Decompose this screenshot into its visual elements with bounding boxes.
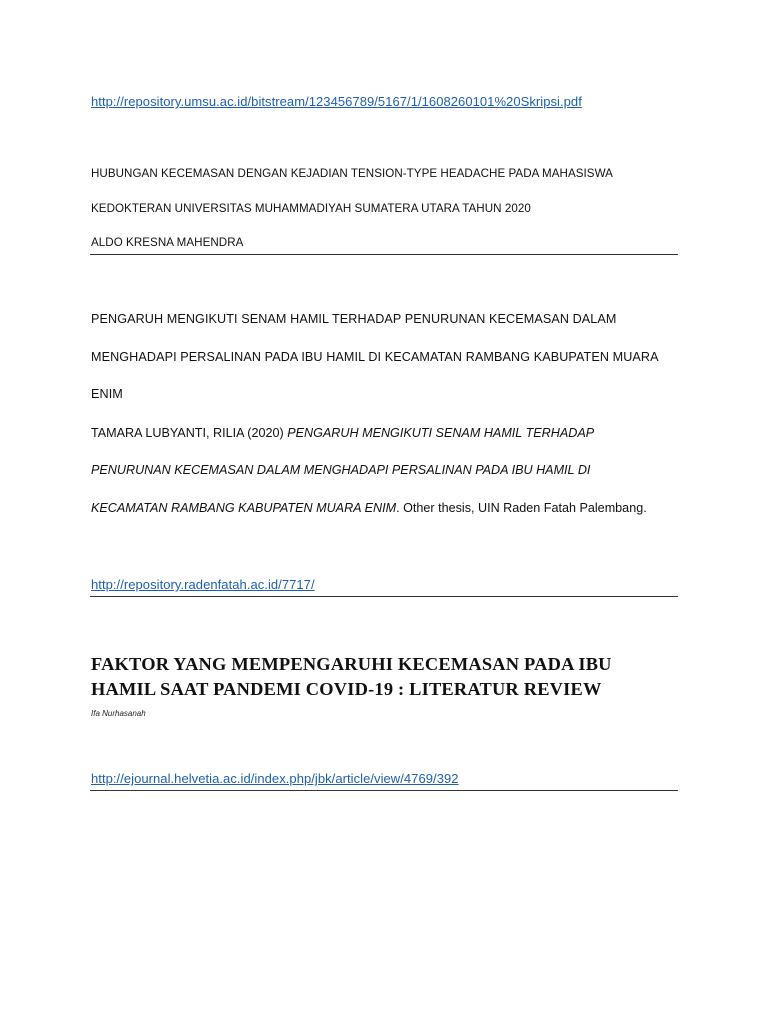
citation-title-part-2: PENURUNAN KECEMASAN DALAM MENGHADAPI PERSALINAN PADA IBU HAMIL DI: [91, 463, 591, 477]
umsu-repository-link[interactable]: http://repository.umsu.ac.id/bitstream/123456789/5167/1/1608260101%20Skripsi.pdf: [91, 94, 582, 109]
section-divider: [90, 790, 678, 791]
radenfatah-repository-link[interactable]: http://repository.radenfatah.ac.id/7717/: [91, 577, 315, 592]
citation-title-part-3: KECAMATAN RAMBANG KABUPATEN MUARA ENIM: [91, 501, 397, 515]
citation-title-part-1: PENGARUH MENGIKUTI SENAM HAMIL TERHADAP: [287, 426, 595, 440]
citation-suffix: . Other thesis, UIN Raden Fatah Palembang.: [396, 501, 647, 515]
citation-line-1: [91, 426, 594, 440]
review-author: Ifa Nurhasanah: [91, 709, 146, 718]
thesis-title-line-2: KEDOKTERAN UNIVERSITAS MUHAMMADIYAH SUMATERA UTARA TAHUN 2020: [91, 202, 531, 215]
senam-title-line-2: MENGHADAPI PERSALINAN PADA IBU HAMIL DI KECAMATAN RAMBANG KABUPATEN MUARA: [91, 350, 659, 364]
thesis-author: ALDO KRESNA MAHENDRA: [91, 236, 244, 249]
section-divider: [90, 254, 678, 255]
citation-author-year: TAMARA LUBYANTI, RILIA (2020): [91, 426, 288, 440]
section-divider: [90, 596, 678, 597]
senam-title-line-1: PENGARUH MENGIKUTI SENAM HAMIL TERHADAP PENURUNAN KECEMASAN DALAM: [91, 312, 617, 326]
helvetia-journal-link[interactable]: http://ejournal.helvetia.ac.id/index.php/jbk/article/view/4769/392: [91, 771, 459, 786]
citation-line-3: [91, 501, 647, 515]
review-title-line-2: HAMIL SAAT PANDEMI COVID-19 : LITERATUR REVIEW: [91, 679, 602, 699]
senam-title-line-3: ENIM: [91, 387, 123, 401]
thesis-title-line-1: HUBUNGAN KECEMASAN DENGAN KEJADIAN TENSION-TYPE HEADACHE PADA MAHASISWA: [91, 167, 613, 180]
review-title-line-1: FAKTOR YANG MEMPENGARUHI KECEMASAN PADA IBU: [91, 654, 612, 674]
